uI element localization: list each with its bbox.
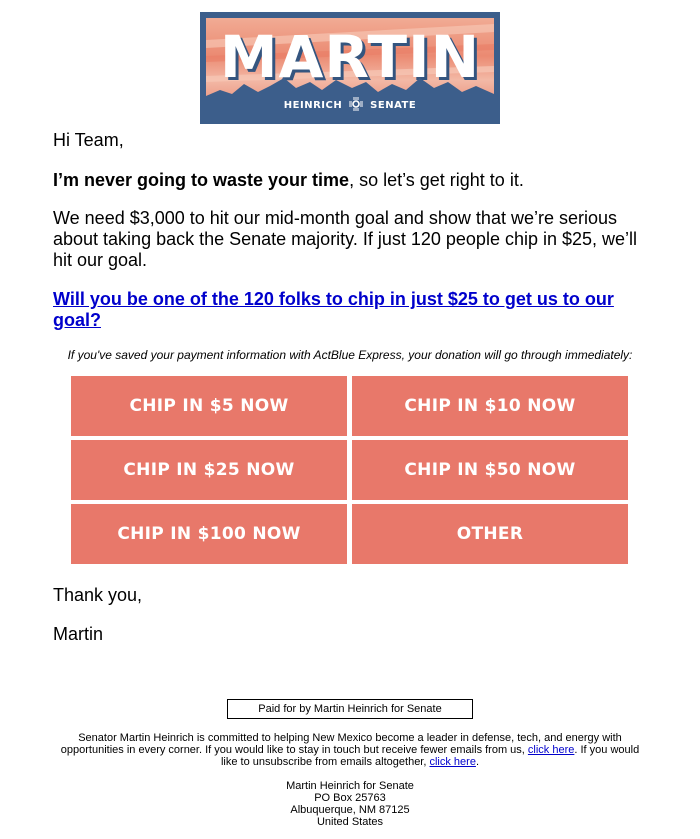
signature: Martin: [53, 624, 104, 644]
logo-subtitle-right: SENATE: [370, 100, 417, 111]
closing: Thank you,: [53, 585, 143, 605]
fewer-emails-link[interactable]: click here: [527, 744, 575, 756]
chip-in-50-button[interactable]: CHIP IN $50 NOW: [352, 440, 628, 500]
address-line: United States: [316, 816, 384, 828]
cta-paragraph: [53, 289, 653, 331]
disclaimer-text-2: . If you would like to unsubscribe from emails altogether,: [220, 744, 640, 768]
intro-rest: , so let’s get right to it.: [349, 170, 524, 190]
logo-subtitle-left: HEINRICH: [283, 100, 343, 111]
cta-donate-link[interactable]: Will you be one of the 120 folks to chip in just $25 to get us to our goal?: [53, 289, 614, 330]
greeting: Hi Team,: [53, 130, 124, 150]
unsubscribe-link[interactable]: click here: [429, 756, 476, 768]
mailing-address: [0, 780, 700, 828]
actblue-express-note: If you've saved your payment information with ActBlue Express, your donation will go through immediately:: [67, 348, 633, 362]
intro-paragraph: [53, 170, 653, 191]
disclaimer-text-3: .: [475, 756, 480, 768]
address-line: PO Box 25763: [314, 792, 386, 804]
chip-in-100-button[interactable]: CHIP IN $100 NOW: [71, 504, 347, 564]
chip-in-5-button[interactable]: CHIP IN $5 NOW: [71, 376, 347, 436]
logo-wordmark: MARTIN: [219, 23, 481, 91]
disclaimer-text-1: Senator Martin Heinrich is committed to helping New Mexico become a leader in defense, tech, and energy with opportunities in every corner. If you would like to stay in touch but receive fewer emails from us,: [60, 732, 622, 756]
address-line: Martin Heinrich for Senate: [286, 780, 414, 792]
logo-art: [206, 18, 494, 118]
footer-disclaimer: [55, 732, 645, 768]
chip-in-25-button[interactable]: CHIP IN $25 NOW: [71, 440, 347, 500]
ask-paragraph: We need $3,000 to hit our mid-month goal and show that we’re serious about taking back the Senate majority. If just 120 people chip in $25, we’ll hit our goal.: [53, 208, 638, 270]
chip-in-10-button[interactable]: CHIP IN $10 NOW: [352, 376, 628, 436]
intro-bold: I’m never going to waste your time: [53, 170, 350, 190]
zia-sun-icon: [346, 97, 366, 111]
address-line: Albuquerque, NM 87125: [290, 804, 410, 816]
campaign-logo: [200, 12, 500, 124]
other-amount-button[interactable]: OTHER: [352, 504, 628, 564]
paid-for-disclaimer: Paid for by Martin Heinrich for Senate: [227, 699, 473, 719]
logo-subtitle: [206, 97, 494, 111]
